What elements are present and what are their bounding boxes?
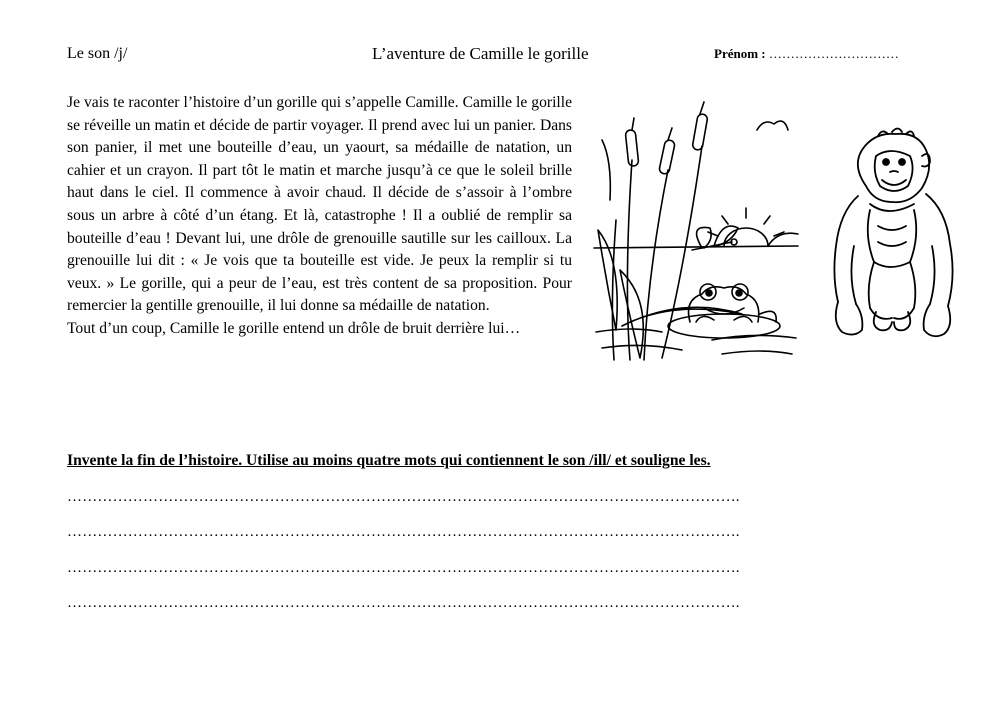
name-field [714, 44, 899, 64]
name-label: Prénom : [714, 46, 766, 61]
sound-label: Le son /j/ [67, 45, 128, 62]
story-paragraph-2: Tout d’un coup, Camille le gorille entend un drôle de bruit derrière lui… [67, 319, 521, 337]
gorilla-illustration [818, 126, 966, 344]
story-text [67, 92, 572, 341]
writing-instruction: Invente la fin de l’histoire. Utilise au moins quatre mots qui contiennent le son /ill/ et souligne les. [67, 452, 711, 469]
writing-line-2[interactable]: ……………………………………………………………………………………………………………………. [67, 524, 740, 541]
pond-frog-illustration [592, 100, 800, 362]
page-title: L’aventure de Camille le gorille [372, 44, 589, 63]
name-blank: ………………………… [768, 46, 899, 61]
story-paragraph-1: Je vais te raconter l’histoire d’un gorille qui s’appelle Camille. Camille le gorille se réveille un matin et décide de partir voyager. Il prend avec lui un panier. Dans son panier, il met une bouteille d’eau, un yaourt, sa médaille de natation, un cahier et un crayon. Il part tôt le matin et marche jusqu’à ce que le soleil brille haut dans le ciel. Il commence à avoir chaud. Il décide de s’assoir à l’ombre sous un arbre à côté d’un étang. Et là, catastrophe ! Il a oublié de remplir sa bouteille d’eau ! Devant lui, une drôle de grenouille sautille sur les cailloux. La grenouille lui dit : « Je vois que ta bouteille est vide. Je peux la remplir si tu veux. » Le gorille, qui a peur de l’eau, est très content de sa proposition. Pour remercier la gentille grenouille, il lui donne sa médaille de natation. [67, 94, 572, 315]
writing-area [67, 487, 935, 628]
writing-line-4[interactable]: ……………………………………………………………………………………………………………………. [67, 594, 740, 611]
writing-line-1[interactable]: ……………………………………………………………………………………………………………………. [67, 489, 740, 505]
writing-line-3[interactable]: ……………………………………………………………………………………………………………………. [67, 559, 740, 576]
